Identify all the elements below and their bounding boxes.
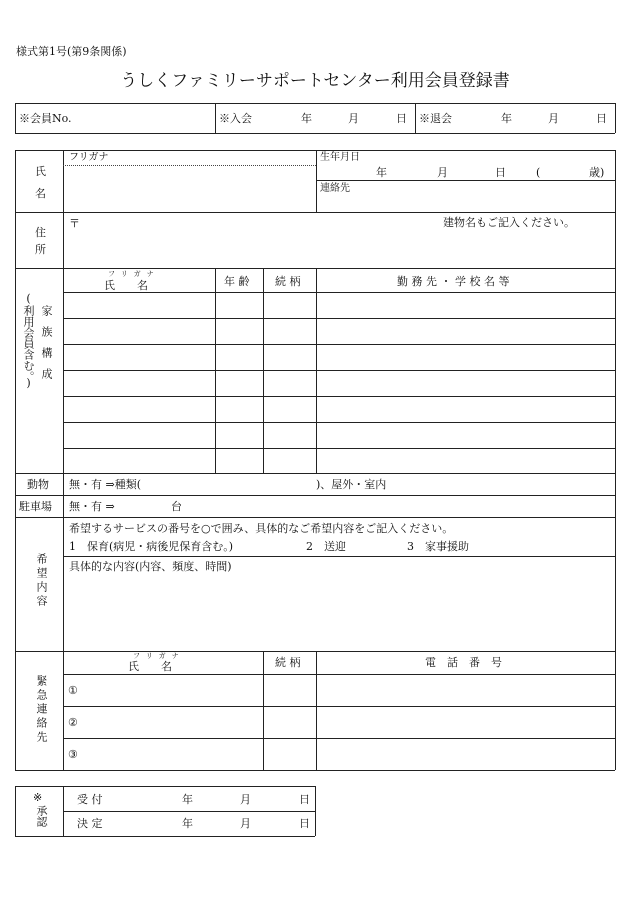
leave-year-unit: 年 (501, 112, 512, 125)
birth-year-unit: 年 (376, 166, 387, 179)
request-option-2[interactable]: 2 送迎 (306, 540, 346, 553)
address-field[interactable] (84, 215, 434, 265)
emergency-col-name: 氏 名 (128, 660, 172, 673)
request-detail-label: 具体的な内容(内容、頻度、時間) (69, 560, 232, 573)
join-year-unit: 年 (301, 112, 312, 125)
family-col-work: 勤 務 先 ・ 学 校 名 等 (397, 275, 510, 288)
emergency-row-3-mark: ③ (68, 748, 78, 761)
approval-mark: ※ (33, 791, 43, 804)
emergency-col-phone: 電 話 番 号 (425, 656, 502, 669)
request-label: 希望内容 (35, 553, 48, 609)
family-side-paren-label: (利用会員含む。) (22, 292, 35, 390)
member-no-field[interactable] (90, 106, 210, 130)
emergency-row-2-mark: ② (68, 716, 78, 729)
leave-day-unit: 日 (596, 112, 607, 125)
emergency-row[interactable] (84, 675, 615, 706)
contact-field[interactable] (360, 183, 610, 209)
request-instruction: 希望するサービスの番号を○で囲み、具体的なご希望内容をご記入ください。 (69, 522, 454, 535)
approval-decided-label: 決 定 (77, 817, 103, 830)
birth-month-unit: 月 (437, 166, 448, 179)
family-side-main-label: 家族構成 (40, 305, 53, 389)
approval-received-year: 年 (182, 793, 193, 806)
approval-received-month: 月 (240, 793, 251, 806)
birthdate-label: 生年月日 (320, 152, 360, 163)
join-label: ※入会 (219, 112, 252, 125)
name-label-2: 名 (35, 187, 46, 200)
join-month-unit: 月 (348, 112, 359, 125)
age-open: ( (536, 166, 541, 179)
age-close: 歳) (589, 166, 605, 179)
approval-decided-day: 日 (299, 817, 310, 830)
leave-month-unit: 月 (548, 112, 559, 125)
parking-unit: 台 (171, 500, 182, 513)
parking-options[interactable]: 無・有 ⇒ (69, 500, 115, 513)
emergency-row-1-mark: ① (68, 684, 78, 697)
request-option-3[interactable]: 3 家事援助 (407, 540, 469, 553)
pets-options[interactable]: 無・有 ⇒種類( (69, 478, 142, 491)
pets-options-end[interactable]: )、屋外・室内 (316, 478, 387, 491)
family-row[interactable] (64, 449, 615, 473)
birthdate-field[interactable] (320, 160, 610, 178)
name-label-1: 氏 (35, 165, 46, 178)
emergency-furigana-small: フリガナ (133, 652, 185, 660)
furigana-label: フリガナ (69, 152, 109, 163)
family-col-name: 氏 名 (104, 279, 148, 292)
family-row[interactable] (64, 293, 615, 318)
family-row[interactable] (64, 319, 615, 344)
emergency-row[interactable] (84, 707, 615, 738)
page-title: うしくファミリーサポートセンター利用会員登録書 (120, 71, 510, 91)
address-note: 建物名もご記入ください。 (443, 216, 575, 229)
emergency-label: 緊急連絡先 (35, 675, 48, 745)
family-row[interactable] (64, 423, 615, 448)
name-field[interactable] (66, 168, 312, 210)
join-day-unit: 日 (396, 112, 407, 125)
request-option-1[interactable]: 1 保育(病児・病後児保育含む。) (69, 540, 234, 553)
family-furigana-small: フリガナ (108, 270, 160, 278)
parking-label: 駐車場 (19, 500, 52, 513)
approval-decided-month: 月 (240, 817, 251, 830)
family-row[interactable] (64, 371, 615, 396)
family-col-relation: 続 柄 (275, 275, 301, 288)
pets-label: 動物 (27, 478, 49, 491)
family-col-age: 年 齢 (224, 275, 250, 288)
emergency-row[interactable] (84, 739, 615, 770)
emergency-col-relation: 続 柄 (275, 656, 301, 669)
contact-label: 連絡先 (320, 183, 350, 194)
approval-label: 承認 (35, 805, 48, 827)
approval-decided-year: 年 (182, 817, 193, 830)
member-no-label: ※会員No. (19, 112, 72, 125)
approval-received-day: 日 (299, 793, 310, 806)
leave-label: ※退会 (419, 112, 452, 125)
family-row[interactable] (64, 345, 615, 370)
form-code: 様式第1号(第9条関係) (16, 45, 127, 58)
birth-day-unit: 日 (495, 166, 506, 179)
postal-mark: 〒 (69, 217, 80, 230)
approval-received-label: 受 付 (77, 793, 103, 806)
family-row[interactable] (64, 397, 615, 422)
address-label-1: 住 (35, 226, 46, 239)
request-detail-field[interactable] (66, 575, 611, 649)
address-label-2: 所 (35, 243, 46, 256)
